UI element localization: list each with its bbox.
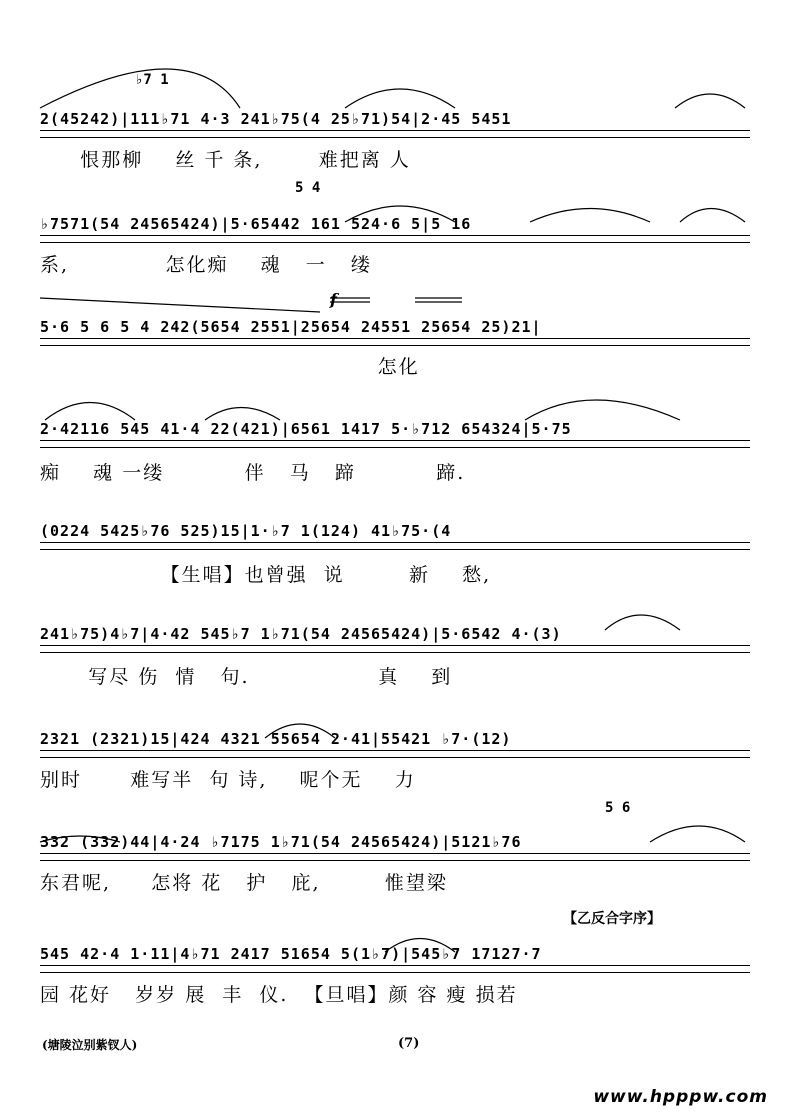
beam-row-6 xyxy=(40,645,750,653)
lyrics-row-2: 系, 怎化痴 魂 一 缕 xyxy=(40,254,372,276)
lyrics-row-5: 【生唱】也曾强 说 新 愁, xyxy=(40,564,492,586)
row2-overnotes: 5 4 xyxy=(295,180,321,196)
beam-row-9 xyxy=(40,965,750,973)
notes-row-1: 2(45242)|111♭71 4·3 241♭75(4 25♭71)54|2·45 5451 xyxy=(40,110,512,128)
notes-row-6: 241♭75)4♭7|4·42 545♭7 1♭71(54 24565424)|5·6542 4·(3) xyxy=(40,625,562,643)
mode-bracket-label: 【乙反合字序】 xyxy=(563,911,661,927)
notes-row-4: 2·42116 545 41·4 22(421)|6561 1417 5·♭712 654324|5·75 xyxy=(40,420,572,438)
row1-overnotes: ♭7 1 xyxy=(135,72,169,88)
lyrics-row-4: 痴 魂 一缕 伴 马 蹄 蹄. xyxy=(40,462,466,484)
dynamic-forte: f xyxy=(330,290,337,309)
notes-row-2: ♭7571(54 24565424)|5·65442 161 524·6 5|5 16 xyxy=(40,215,472,233)
row8-overnotes: 5 6 xyxy=(605,800,631,816)
notes-row-8: 332 (332)44|4·24 ♭7175 1♭71(54 24565424)|5121♭76 xyxy=(40,833,522,851)
lyrics-row-1: 恨那柳 丝 千 条, 难把离 人 xyxy=(40,149,411,171)
beam-row-7 xyxy=(40,750,750,758)
beam-row-8 xyxy=(40,853,750,861)
notes-row-9: 545 42·4 1·11|4♭71 2417 51654 5(1♭7)|545♭7 17127·7 xyxy=(40,945,542,963)
beam-row-2 xyxy=(40,235,750,243)
beam-row-3 xyxy=(40,338,750,346)
lyrics-row-8: 东君呢, 怎将 花 护 庇, 惟望梁 xyxy=(40,872,448,894)
page-number: (7) xyxy=(398,1036,420,1051)
lyrics-row-6: 写尽 伤 情 句. 真 到 xyxy=(40,666,453,688)
lyrics-row-7: 别时 难写半 句 诗, 呢个无 力 xyxy=(40,769,416,791)
notes-row-3: 5·6 5 6 5 4 242(5654 2551|25654 24551 25654 25)21| xyxy=(40,318,542,336)
notes-row-7: 2321 (2321)15|424 4321 55654 2·41|55421 ♭7·(12) xyxy=(40,730,512,748)
notes-row-5: (0224 5425♭76 525)15|1·♭7 1(124) 41♭75·(4 xyxy=(40,522,452,540)
lyrics-row-3: 怎化 xyxy=(40,356,420,378)
lyrics-row-9: 园 花好 岁岁 展 丰 仪. 【旦唱】颜 容 瘦 损若 xyxy=(40,984,518,1006)
footer-title: (塘陵泣别紫钗人) xyxy=(42,1038,138,1052)
beam-row-5 xyxy=(40,542,750,550)
beam-row-4 xyxy=(40,440,750,448)
site-watermark: www.hpppw.com xyxy=(593,1087,768,1107)
beam-row-1 xyxy=(40,130,750,138)
